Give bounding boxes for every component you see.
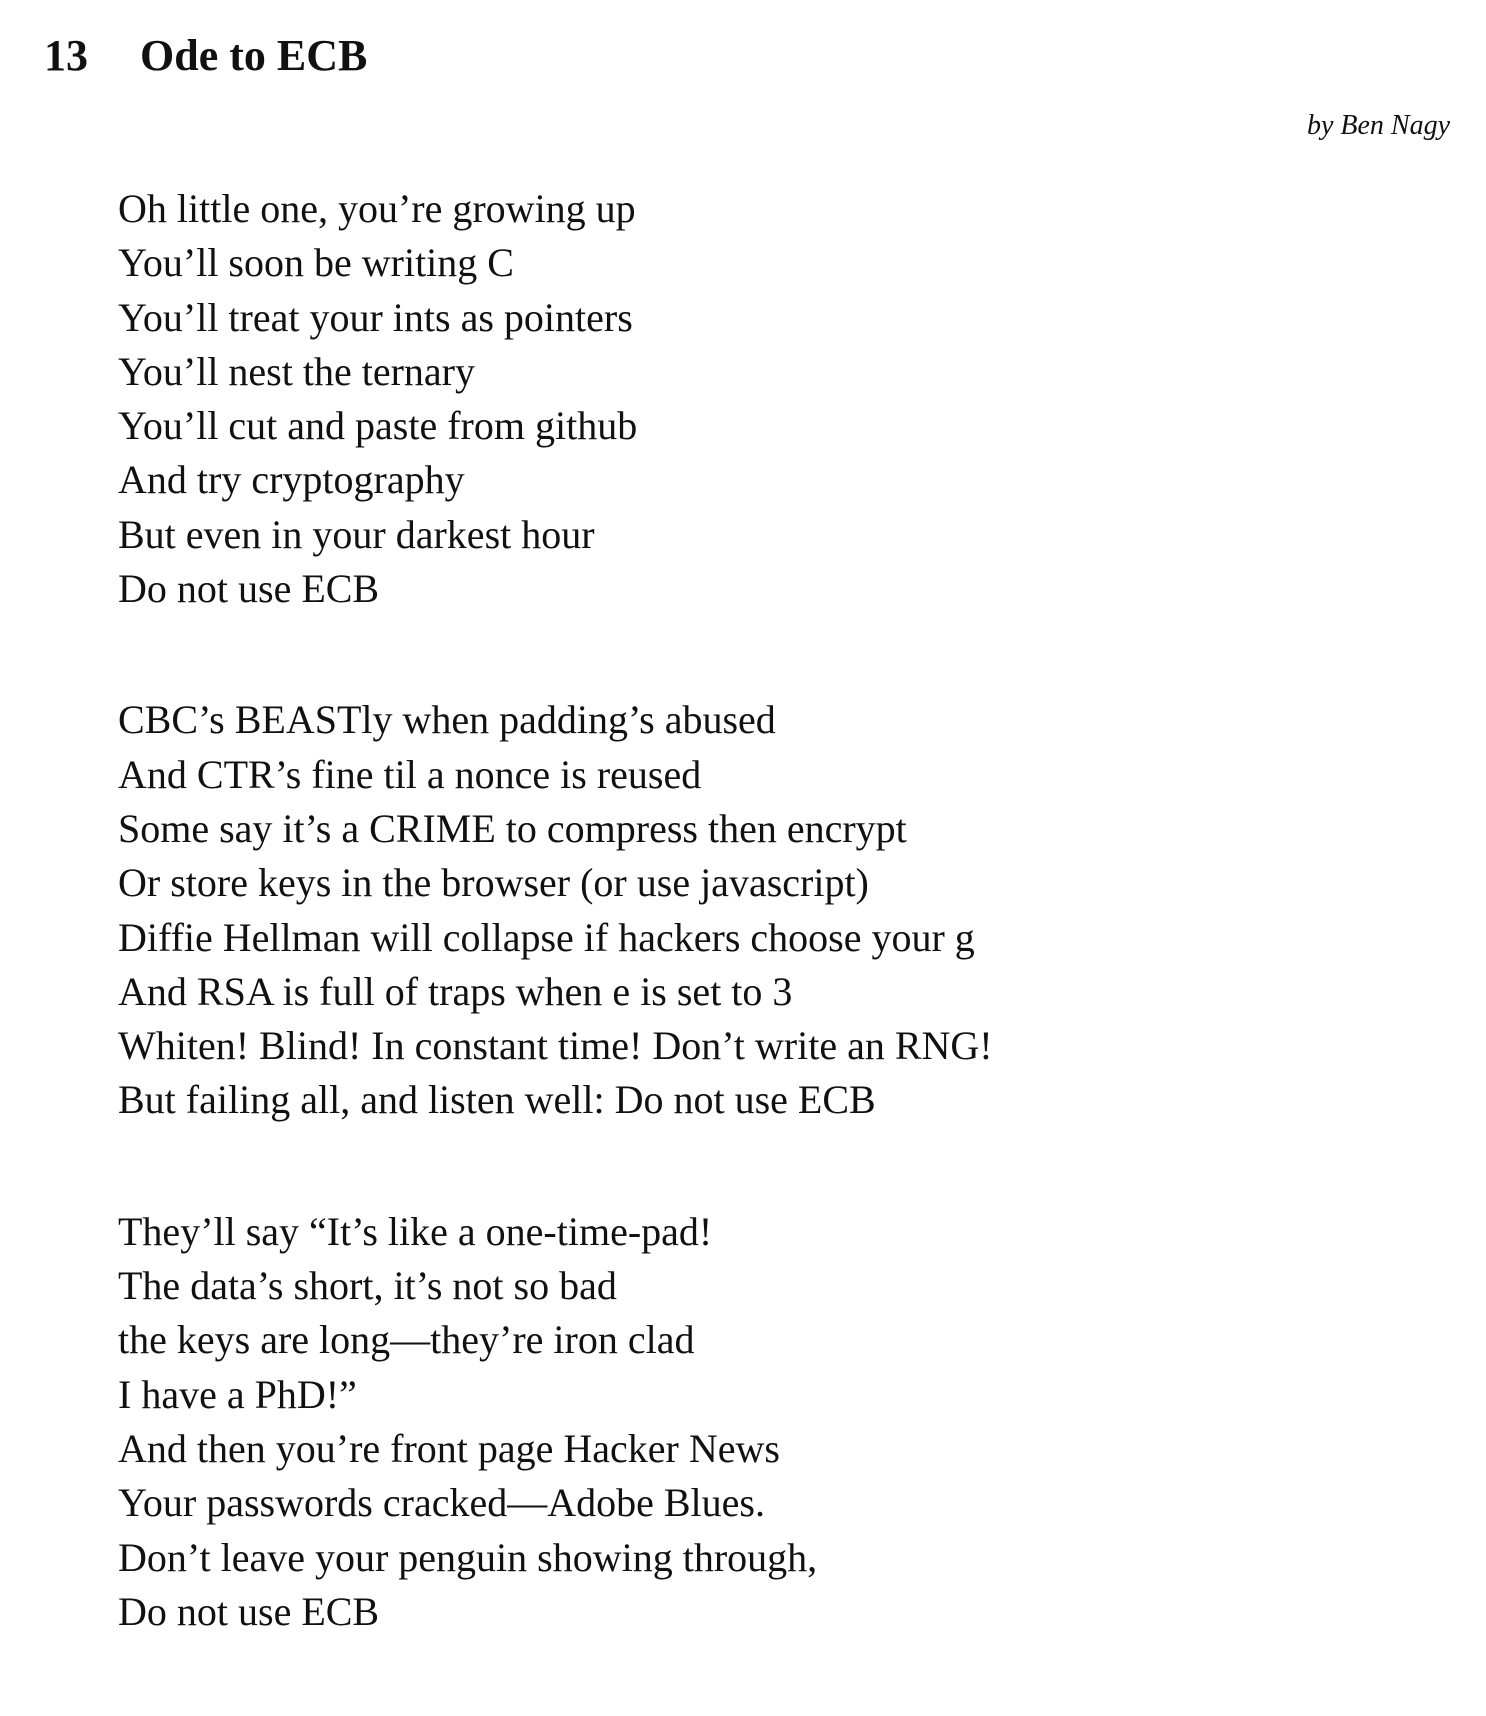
poem-line: Your passwords cracked—Adobe Blues. <box>118 1480 765 1526</box>
section-heading <box>44 30 367 83</box>
section-title: Ode to ECB <box>140 31 368 80</box>
poem-line: They’ll say “It’s like a one-time-pad! <box>118 1208 713 1254</box>
poem-line: Do not use ECB <box>118 1588 380 1634</box>
poem-line: The data’s short, it’s not so bad <box>118 1263 617 1309</box>
poem-line: the keys are long—they’re iron clad <box>118 1317 695 1363</box>
poem-line: And then you’re front page Hacker News <box>118 1425 780 1471</box>
poem-line: You’ll nest the ternary <box>118 348 475 394</box>
poem-line: Some say it’s a CRIME to compress then encrypt <box>118 805 907 851</box>
poem-line: And RSA is full of traps when e is set to 3 <box>118 968 793 1014</box>
poem-line: Whiten! Blind! In constant time! Don’t write an RNG! <box>118 1023 993 1069</box>
stanza-3 <box>118 1205 1438 1639</box>
poem-line: But failing all, and listen well: Do not use ECB <box>118 1077 876 1123</box>
author-byline: by Ben Nagy <box>1306 110 1450 141</box>
stanza-1 <box>118 182 1438 616</box>
section-number: 13 <box>44 31 88 80</box>
poem-line: CBC’s BEASTly when padding’s abused <box>118 697 776 743</box>
poem-line: And CTR’s fine til a nonce is reused <box>118 751 702 797</box>
poem-line: And try cryptography <box>118 457 465 503</box>
poem-line: You’ll soon be writing C <box>118 240 514 286</box>
poem-line: But even in your darkest hour <box>118 511 595 557</box>
poem <box>118 182 1438 1716</box>
poem-line: Diffie Hellman will collapse if hackers choose your g <box>118 914 975 960</box>
stanza-2 <box>118 693 1438 1127</box>
poem-line: You’ll treat your ints as pointers <box>118 294 633 340</box>
poem-line: I have a PhD!” <box>118 1371 357 1417</box>
poem-line: Don’t leave your penguin showing through, <box>118 1534 818 1580</box>
poem-line: Or store keys in the browser (or use javascript) <box>118 860 869 906</box>
poem-line: Oh little one, you’re growing up <box>118 186 636 231</box>
poem-line: You’ll cut and paste from github <box>118 403 638 449</box>
poem-line: Do not use ECB <box>118 566 380 612</box>
